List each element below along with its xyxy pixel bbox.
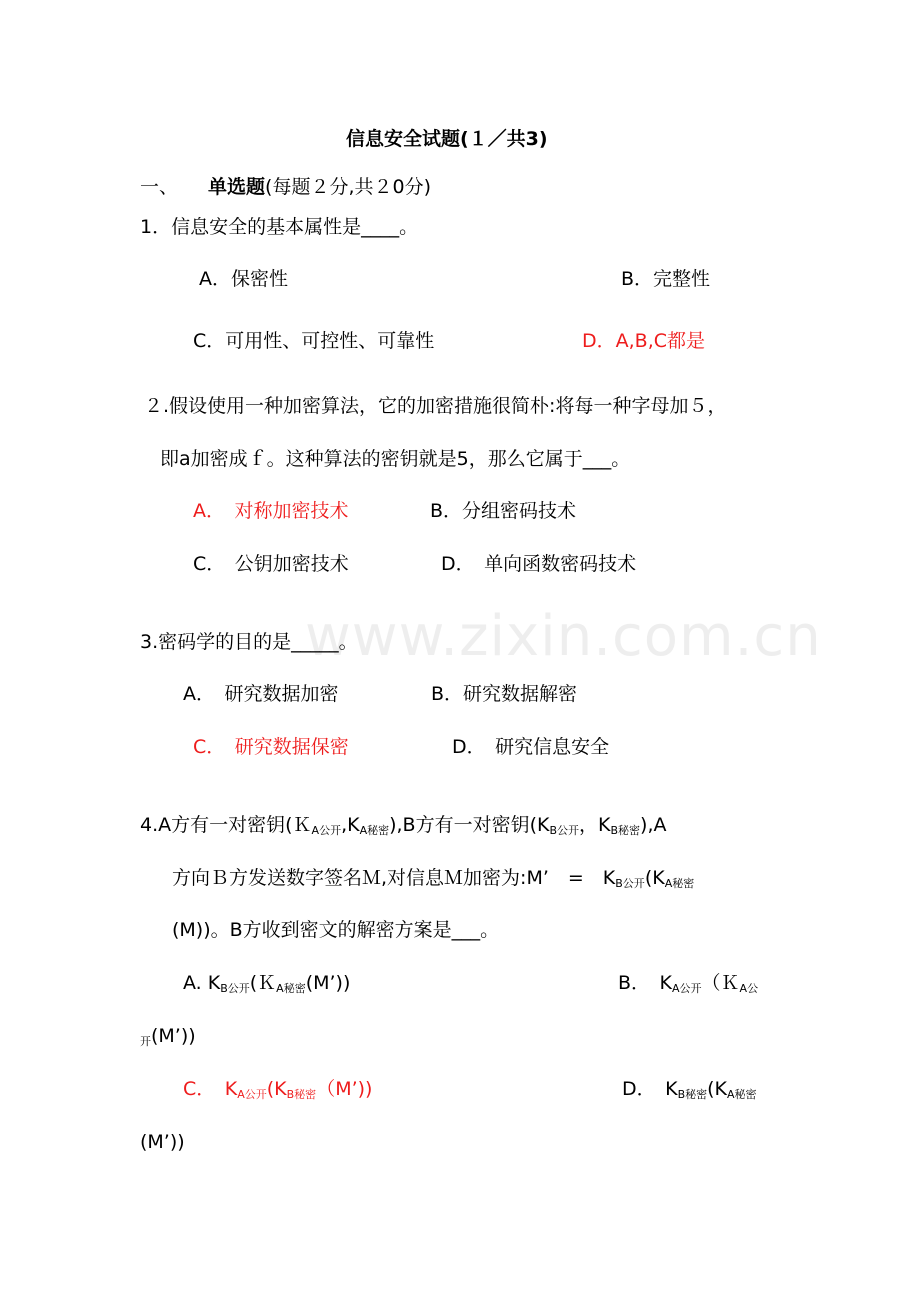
q2-stem-line2: 即a加密成ｆ。这种算法的密钥就是5，那么它属于___。 bbox=[160, 448, 631, 470]
q4-text: ),B方有一对密钥(K bbox=[389, 814, 550, 836]
q4-stem-line2 bbox=[172, 869, 694, 888]
q4-subscript: B秘密 bbox=[286, 1088, 317, 1101]
q4-option-b-continued bbox=[140, 1027, 196, 1046]
q4-subscript: A公开 bbox=[237, 1088, 267, 1101]
q4-text: 4.A方有一对密钥(Ｋ bbox=[140, 814, 312, 836]
q4-subscript: 开 bbox=[140, 1035, 151, 1048]
q1-option-d-answer: D．A,B,C都是 bbox=[582, 330, 706, 352]
q4-stem-line1 bbox=[140, 816, 666, 835]
q3-option-c-answer: C． 研究数据保密 bbox=[193, 736, 349, 758]
q4-text: （M’)) bbox=[316, 1078, 373, 1100]
q2-option-a-answer: A． 对称加密技术 bbox=[193, 500, 349, 522]
q4-option-c-answer bbox=[183, 1080, 372, 1099]
q4-subscript: A公 bbox=[739, 982, 759, 995]
q4-subscript: B公开 bbox=[615, 877, 645, 890]
q4-subscript: A公开 bbox=[672, 982, 702, 995]
q4-text: (K bbox=[266, 1078, 287, 1100]
q4-subscript: B秘密 bbox=[677, 1088, 708, 1101]
q4-option-a bbox=[183, 974, 350, 993]
q1-option-a: A．保密性 bbox=[199, 268, 288, 290]
q4-text: (K bbox=[707, 1078, 728, 1100]
q2-stem-line1: ２.假设使用一种加密算法，它的加密措施很简朴:将每一种字母加５， bbox=[144, 395, 727, 417]
q4-text: ),A bbox=[640, 814, 667, 836]
watermark: www.zixin.com.cn bbox=[305, 604, 822, 669]
section-name: 单选题 bbox=[208, 176, 266, 198]
q3-stem: 3.密码学的目的是_____。 bbox=[140, 631, 358, 653]
q4-text: B． K bbox=[618, 972, 672, 994]
q2-option-d: D． 单向函数密码技术 bbox=[441, 553, 637, 575]
q3-option-b: B．研究数据解密 bbox=[431, 683, 578, 705]
q4-subscript: A秘密 bbox=[359, 824, 390, 837]
q4-option-d-continued: (M’)) bbox=[140, 1131, 185, 1153]
q4-subscript: B秘密 bbox=[610, 824, 641, 837]
q4-text: (K bbox=[644, 867, 665, 889]
section-number: 一、 bbox=[140, 176, 179, 198]
q1-stem: 1．信息安全的基本属性是____。 bbox=[140, 216, 419, 238]
q4-text: C． K bbox=[183, 1078, 238, 1100]
q4-subscript: A秘密 bbox=[664, 877, 695, 890]
q4-text: (M’)) bbox=[151, 1025, 196, 1047]
q4-option-b bbox=[618, 974, 758, 993]
q2-option-c: C． 公钥加密技术 bbox=[193, 553, 349, 575]
q4-subscript: A秘密 bbox=[276, 982, 306, 995]
q4-text: ,K bbox=[341, 814, 360, 836]
q4-text: 方向Ｂ方发送数字签名Ｍ,对信息Ｍ加密为:M’ = K bbox=[172, 867, 616, 889]
q4-subscript: A公开 bbox=[311, 824, 342, 837]
q4-text: （Ｋ bbox=[701, 972, 740, 994]
page-title: 信息安全试题(１／共3) bbox=[346, 128, 548, 150]
q4-text: ，K bbox=[579, 814, 611, 836]
q4-subscript: A秘密 bbox=[727, 1088, 757, 1101]
q4-text: (Ｋ bbox=[249, 972, 277, 994]
q4-option-d bbox=[622, 1080, 757, 1099]
q4-text: D． K bbox=[622, 1078, 678, 1100]
q3-option-d: D． 研究信息安全 bbox=[452, 736, 610, 758]
q1-option-b: B．完整性 bbox=[621, 268, 711, 290]
q4-text: (M’)) bbox=[305, 972, 351, 994]
q4-subscript: B公开 bbox=[549, 824, 580, 837]
q2-option-b: B．分组密码技术 bbox=[430, 500, 577, 522]
section-heading bbox=[140, 178, 431, 197]
q4-stem-line3: (M))。B方收到密文的解密方案是___。 bbox=[172, 919, 500, 941]
q3-option-a: A． 研究数据加密 bbox=[183, 683, 339, 705]
q1-option-c: C．可用性、可控性、可靠性 bbox=[193, 330, 435, 352]
section-note: (每题２分,共２0分) bbox=[265, 176, 431, 198]
q4-text: A. K bbox=[183, 972, 221, 994]
q4-subscript: B公开 bbox=[220, 982, 250, 995]
